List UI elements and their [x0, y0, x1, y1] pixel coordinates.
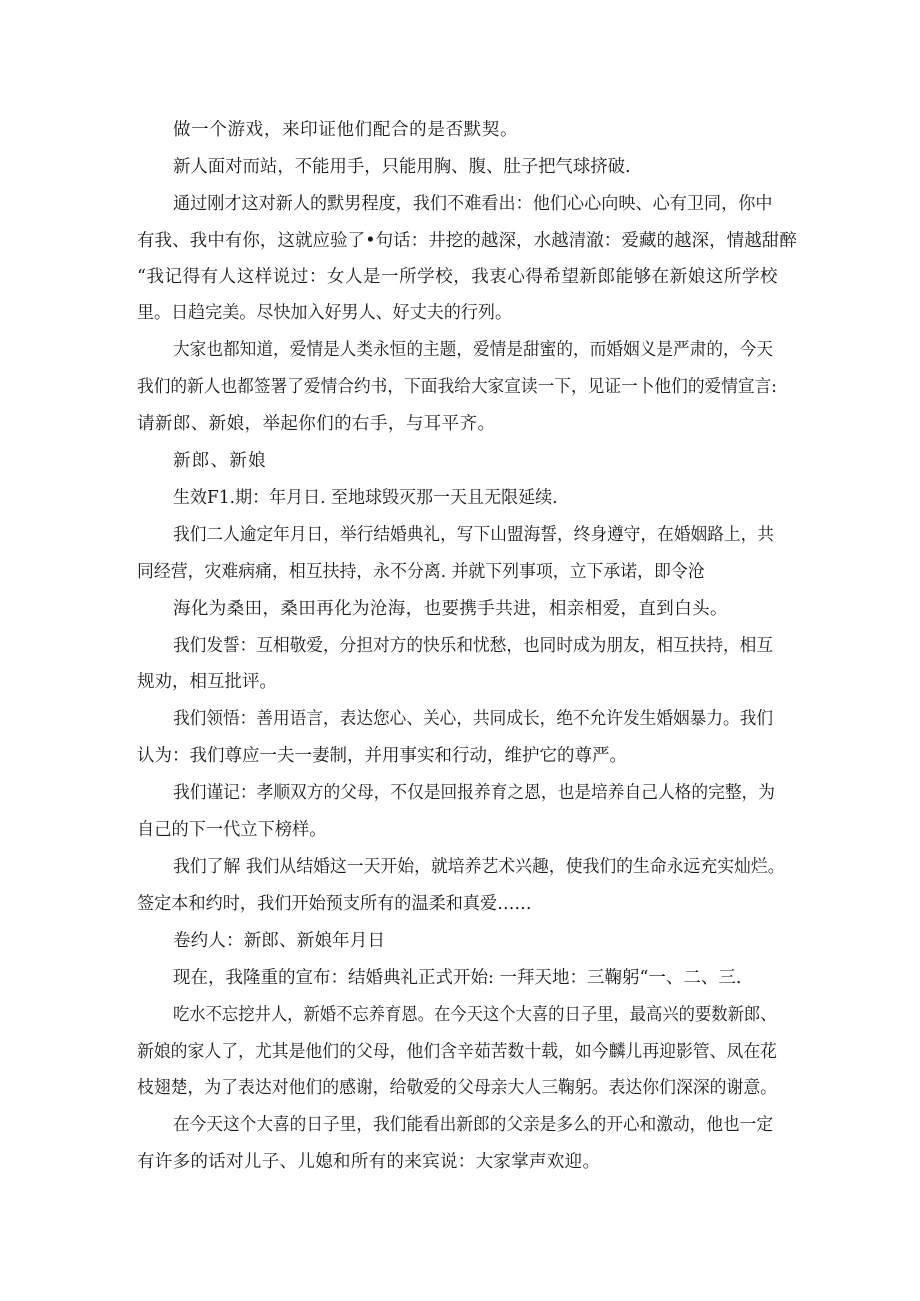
text-line: 新郎、新娘 [173, 451, 267, 471]
text-line: 我们二人逾定年月日，举行结婚典礼，写下山盟海誓，终身遵守，在婚姻路上，共 [173, 525, 774, 545]
text-line: 卷约人：新郎、新娘年月日 [173, 931, 386, 951]
text-line: 我们谨记：孝顺双方的父母，不仅是回报养育之恩，也是培养自己人格的完整，为 [173, 783, 775, 803]
text-line: 我们的新人也都签署了爱情合约书，下面我给大家宣读一下，见证一卜他们的爱情宣言: [137, 377, 777, 397]
text-line: 现在，我隆重的宣布：结婚典礼正式开始: 一拜天地：三鞠躬“一、二、三. [173, 968, 742, 988]
text-line: 规劝，相互批评。 [137, 672, 277, 692]
text-line: 吃水不忘挖井人，新婚不忘养育恩。在今天这个大喜的日子里，最高兴的要数新郎、 [173, 1005, 777, 1025]
text-line: 我们发誓：互相敬爱，分担对方的快乐和忧愁，也同时成为朋友，相互扶持，相互 [173, 636, 773, 656]
text-line: “我记得有人这样说过：女人是一所学校，我衷心得希望新郎能够在新娘这所学校 [137, 267, 778, 287]
text-line: 有许多的话对儿子、儿媳和所有的来宾说：大家掌声欢迎。 [137, 1152, 601, 1172]
text-line: 枝翅楚，为了表达对他们的感谢，给敬爱的父母亲大人三鞠躬。表达你们深深的谢意。 [137, 1078, 777, 1098]
text-line: 新人面对而站，不能用手，只能用胸、腹、肚子把气球挤破. [173, 157, 631, 177]
text-line: 请新郎、新娘，举起你们的右手，与耳平齐。 [137, 414, 496, 434]
text-line: 生效F1.期：年月日. 至地球毁灭那一天且无限延续. [173, 488, 558, 508]
text-line: 海化为桑田，桑田再化为沧海，也要携手共进，相亲相爱，直到白头。 [173, 599, 728, 619]
text-line: 有我、我中有你，这就应验了•句话：井挖的越深，水越清澈：爱藏的越深，情越甜醉 [137, 231, 797, 251]
text-line: 签定本和约时，我们开始预支所有的温柔和真爱…… [137, 894, 532, 914]
text-line: 认为：我们尊应一夫一妻制，并用事实和行动，维护它的尊严。 [137, 746, 627, 766]
text-line: 里。日趋完美。尽快加入好男人、好丈夫的行列。 [137, 303, 512, 323]
text-line: 大家也都知道，爱情是人类永恒的主题，爱情是甜蜜的，而婚姻义是严肃的，今天 [173, 340, 773, 360]
text-line: 新娘的家人了，尤其是他们的父母，他们含辛茹苦数十载，如今麟儿再迎影管、凤在花 [137, 1042, 777, 1062]
text-line: 同经营，灾难病痛，相互扶持，永不分离. 并就下列事项，立下承诺，即令沧 [137, 562, 705, 582]
text-line: 在今天这个大喜的日子里，我们能看出新郎的父亲是多么的开心和激动，他也一定 [173, 1115, 773, 1135]
text-line: 做一个游戏，来印证他们配合的是否默契。 [173, 120, 519, 140]
text-line: 我们了解 我们从结婚这一天开始，就培养艺术兴趣，使我们的生命永远充实灿烂。 [173, 857, 785, 877]
text-line: 我们领悟：善用语言，表达您心、关心，共同成长，绝不允许发生婚姻暴力。我们 [173, 709, 773, 729]
text-line: 自己的下一代立下榜样。 [137, 820, 327, 840]
text-line: 通过刚才这对新人的默男程度，我们不难看出：他们心心向映、心有卫同，你中 [173, 194, 773, 214]
